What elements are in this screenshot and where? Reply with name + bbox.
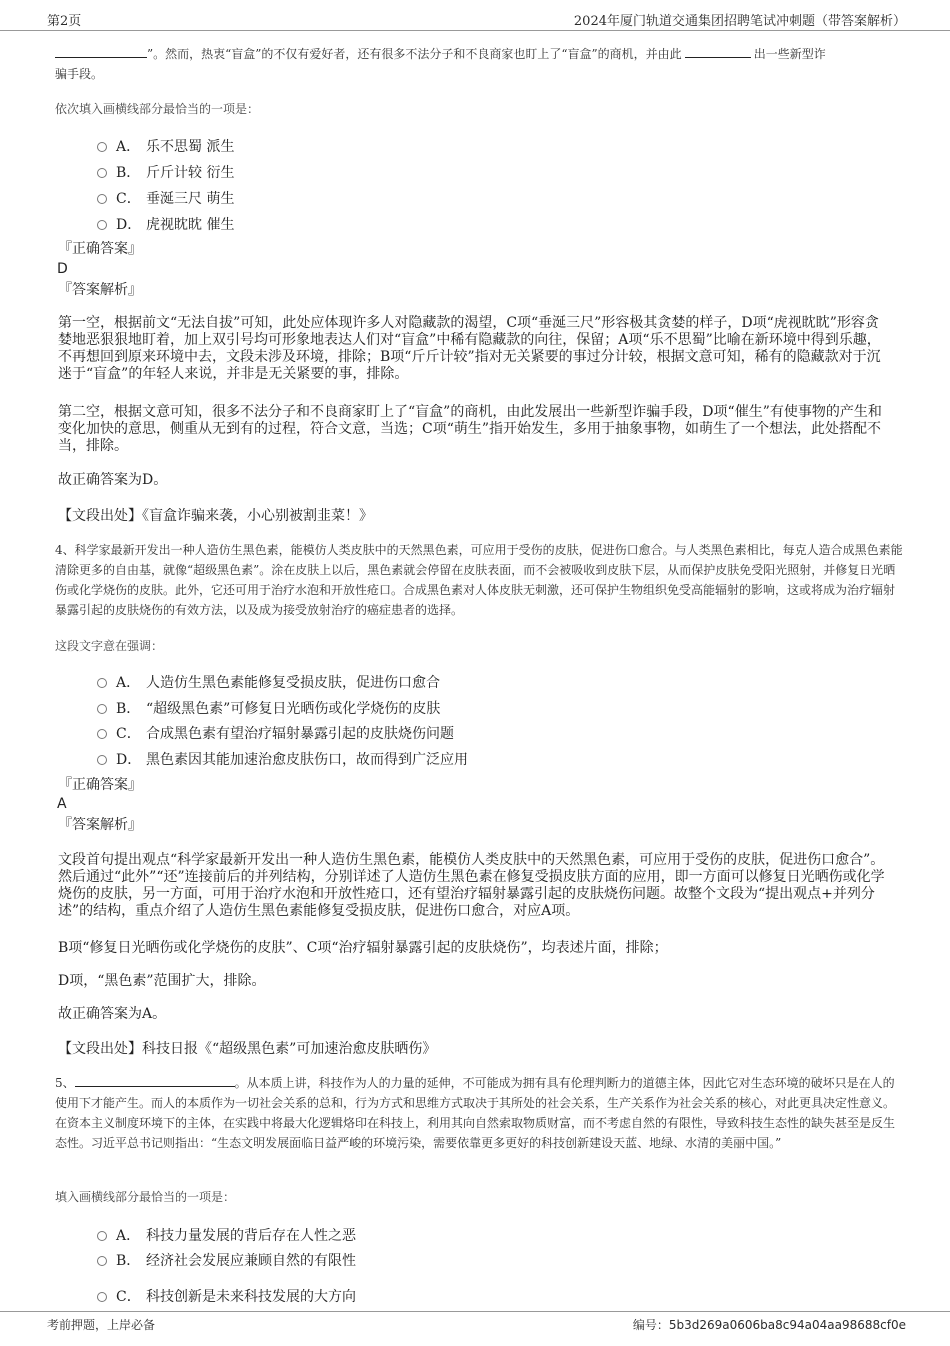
q3-answer-label: 『正确答案』: [58, 241, 142, 257]
q5-option-b[interactable]: [97, 1250, 356, 1270]
document-code: [633, 1316, 906, 1333]
radio-icon[interactable]: [97, 755, 107, 765]
option-text: “超级黑色素”可修复日光晒伤或化学烧伤的皮肤: [146, 701, 441, 717]
q4-conclusion: 故正确答案为A。: [58, 1006, 167, 1022]
q5-option-a[interactable]: [97, 1225, 356, 1245]
q3-option-b[interactable]: [97, 162, 234, 182]
q4-analysis-p2: B项“修复日光晒伤或化学烧伤的皮肤”、C项“治疗辐射暴露引起的皮肤烧伤”，均表述片面，排除；: [58, 940, 668, 956]
q3-option-a[interactable]: [97, 136, 234, 156]
blank-line: [685, 46, 751, 58]
q3-prompt: 依次填入画横线部分最恰当的一项是：: [55, 102, 260, 116]
radio-icon[interactable]: [97, 1231, 107, 1241]
option-letter: B．: [116, 165, 141, 181]
q3-analysis-p1: 第一空，根据前文“无法自拔”可知，此处应体现许多人对隐藏款的渴望，C项“垂涎三尺”形容极其贪婪的样子，D项“虎视眈眈”形容贪婪地恶狠狠地盯着，加上双引号均可形象地表达人们对“盲盒”中稀有隐藏款的向往，保留；A项“乐不思蜀”比喻在新环境中得到乐趣，不再想回到原来环境中去，文段未涉及环境，排除；B项“斤斤计较”指对无关紧要的事过分计较，根据文意可知，稀有的隐藏款对于沉迷于“盲盒”的年轻人来说，并非是无关紧要的事，排除。: [58, 315, 881, 382]
radio-icon[interactable]: [97, 729, 107, 739]
radio-icon[interactable]: [97, 1256, 107, 1266]
page-footer: [0, 1311, 950, 1346]
q4-stem: 4、科学家最新开发出一种人造仿生黑色素，能模仿人类皮肤中的天然黑色素，可应用于受伤的皮肤，促进伤口愈合。与人类黑色素相比，每克人造合成黑色素能清除更多的自由基，就像“超级黑色素”。涂在皮肤上以后，黑色素就会停留在皮肤表面，而不会被吸收到皮肤下层，从而保护皮肤免受阳光照射，并修复日光晒伤或化学烧伤的皮肤。此外，它还可用于治疗水泡和开放性疮口。合成黑色素对人体皮肤无刺激，还可保护生物组织免受高能辐射的影响，这或将成为治疗辐射暴露引起的皮肤烧伤的有效方法，以及成为接受放射治疗的癌症患者的选择。: [55, 543, 903, 617]
option-letter: C．: [116, 1289, 141, 1305]
q5-text: 。从本质上讲，科技作为人的力量的延伸，不可能成为拥有具有伦理判断力的道德主体，因此它对生态环境的破坏只是在人的使用下才能产生。而人的本质作为一切社会关系的总和，行为方式和思维方式取决于其所处的社会关系，生产关系作为社会关系的核心，对此更具决定性意义。在资本主义制度环境下的主体，在实践中将最大化逻辑烙印在科技上，利用其向自然索取物质财富，而不考虑自然的有限性，导致科技生态性的缺失甚至是反生态性。习近平总书记则指出：“生态文明发展面临日益严峻的环境污染，需要依靠更多更好的科技创新建设天蓝、地绿、水清的美丽中国。”: [55, 1076, 896, 1150]
radio-icon[interactable]: [97, 678, 107, 688]
blank-line: [75, 1075, 235, 1087]
q4-option-c[interactable]: [97, 723, 454, 743]
option-text: 黑色素因其能加速治愈皮肤伤口，故而得到广泛应用: [146, 752, 468, 768]
radio-icon[interactable]: [97, 168, 107, 178]
q4-analysis-p3: D项，“黑色素”范围扩大，排除。: [58, 973, 266, 989]
document-title: 2024年厦门轨道交通集团招聘笔试冲刺题（带答案解析）: [573, 14, 906, 29]
option-text: 合成黑色素有望治疗辐射暴露引起的皮肤烧伤问题: [146, 726, 454, 742]
q5-option-c[interactable]: [97, 1286, 356, 1306]
radio-icon[interactable]: [97, 1292, 107, 1302]
q4-answer: A: [57, 796, 67, 812]
q3-analysis-p2: 第二空，根据文意可知，很多不法分子和不良商家盯上了“盲盒”的商机，由此发展出一些新型诈骗手段，D项“催生”有使事物的产生和变化加快的意思，侧重从无到有的过程，符合文意，当选；C项“萌生”指开始发生，多用于抽象事物，如萌生了一个想法，此处搭配不当，排除。: [58, 404, 882, 454]
q3-option-d[interactable]: [97, 214, 234, 234]
q3-source: 【文段出处】《盲盒诈骗来袭，小心别被割韭菜！》: [58, 508, 373, 524]
q4-prompt: 这段文字意在强调：: [55, 639, 164, 653]
page-number: 第2页: [47, 14, 82, 29]
option-letter: A．: [116, 1228, 141, 1244]
code-label: 编号：: [632, 1318, 669, 1332]
radio-icon[interactable]: [97, 220, 107, 230]
option-text: 斤斤计较 衍生: [146, 165, 235, 181]
option-text: 科技创新是未来科技发展的大方向: [146, 1289, 356, 1305]
q5-stem: [55, 1073, 905, 1153]
q3-text-c: 骗手段。: [55, 67, 104, 81]
q4-answer-label: 『正确答案』: [58, 777, 142, 793]
page-header: [0, 0, 950, 31]
q4-analysis-label: 『答案解析』: [58, 817, 142, 833]
option-text: 虎视眈眈 催生: [146, 217, 235, 233]
q5-number: 5、: [55, 1076, 75, 1090]
q3-text-b: 出一些新型诈: [753, 47, 826, 61]
option-text: 人造仿生黑色素能修复受损皮肤，促进伤口愈合: [146, 675, 440, 691]
option-letter: C．: [116, 191, 141, 207]
q5-prompt: 填入画横线部分最恰当的一项是：: [55, 1190, 236, 1204]
q3-option-c[interactable]: [97, 188, 234, 208]
q4-option-b[interactable]: [97, 698, 440, 718]
q3-stem-continued: [55, 44, 905, 84]
option-text: 垂涎三尺 萌生: [146, 191, 235, 207]
option-letter: D．: [116, 217, 142, 233]
footer-slogan: 考前押题，上岸必备: [47, 1318, 156, 1332]
option-letter: C．: [116, 726, 141, 742]
q4-option-d[interactable]: [97, 749, 468, 769]
q4-source: 【文段出处】科技日报《“超级黑色素”可加速治愈皮肤晒伤》: [58, 1041, 437, 1057]
option-letter: B．: [116, 1253, 141, 1269]
q3-conclusion: 故正确答案为D。: [58, 472, 168, 488]
blank-line: [55, 46, 147, 58]
q3-text-a: ”。然而，热衷“盲盒”的不仅有爱好者，还有很多不法分子和不良商家也盯上了“盲盒”的商机，并由此: [147, 47, 682, 61]
radio-icon[interactable]: [97, 194, 107, 204]
code-value: 5b3d269a0606ba8c94a04aa98688cf0e: [668, 1318, 906, 1332]
radio-icon[interactable]: [97, 704, 107, 714]
q3-analysis-label: 『答案解析』: [58, 282, 142, 298]
option-letter: D．: [116, 752, 142, 768]
option-text: 科技力量发展的背后存在人性之恶: [146, 1228, 356, 1244]
q4-option-a[interactable]: [97, 672, 440, 692]
q4-analysis-p1: 文段首句提出观点“科学家最新开发出一种人造仿生黑色素，能模仿人类皮肤中的天然黑色素，可应用于受伤的皮肤，促进伤口愈合”。然后通过“此外”“还”连接前后的并列结构，分别详述了人造仿生黑色素在修复受损皮肤方面的应用，即一方面可以修复日光晒伤或化学烧伤的皮肤，另一方面，可用于治疗水泡和开放性疮口，还有望治疗辐射暴露引起的皮肤烧伤问题。故整个文段为“提出观点+并列分述”的结构，重点介绍了人造仿生黑色素能修复受损皮肤，促进伤口愈合，对应A项。: [58, 852, 885, 919]
radio-icon[interactable]: [97, 142, 107, 152]
option-letter: B．: [116, 701, 141, 717]
option-letter: A．: [116, 139, 141, 155]
q3-answer: D: [57, 261, 68, 277]
option-text: 经济社会发展应兼顾自然的有限性: [146, 1253, 356, 1269]
option-text: 乐不思蜀 派生: [146, 139, 235, 155]
option-letter: A．: [116, 675, 141, 691]
